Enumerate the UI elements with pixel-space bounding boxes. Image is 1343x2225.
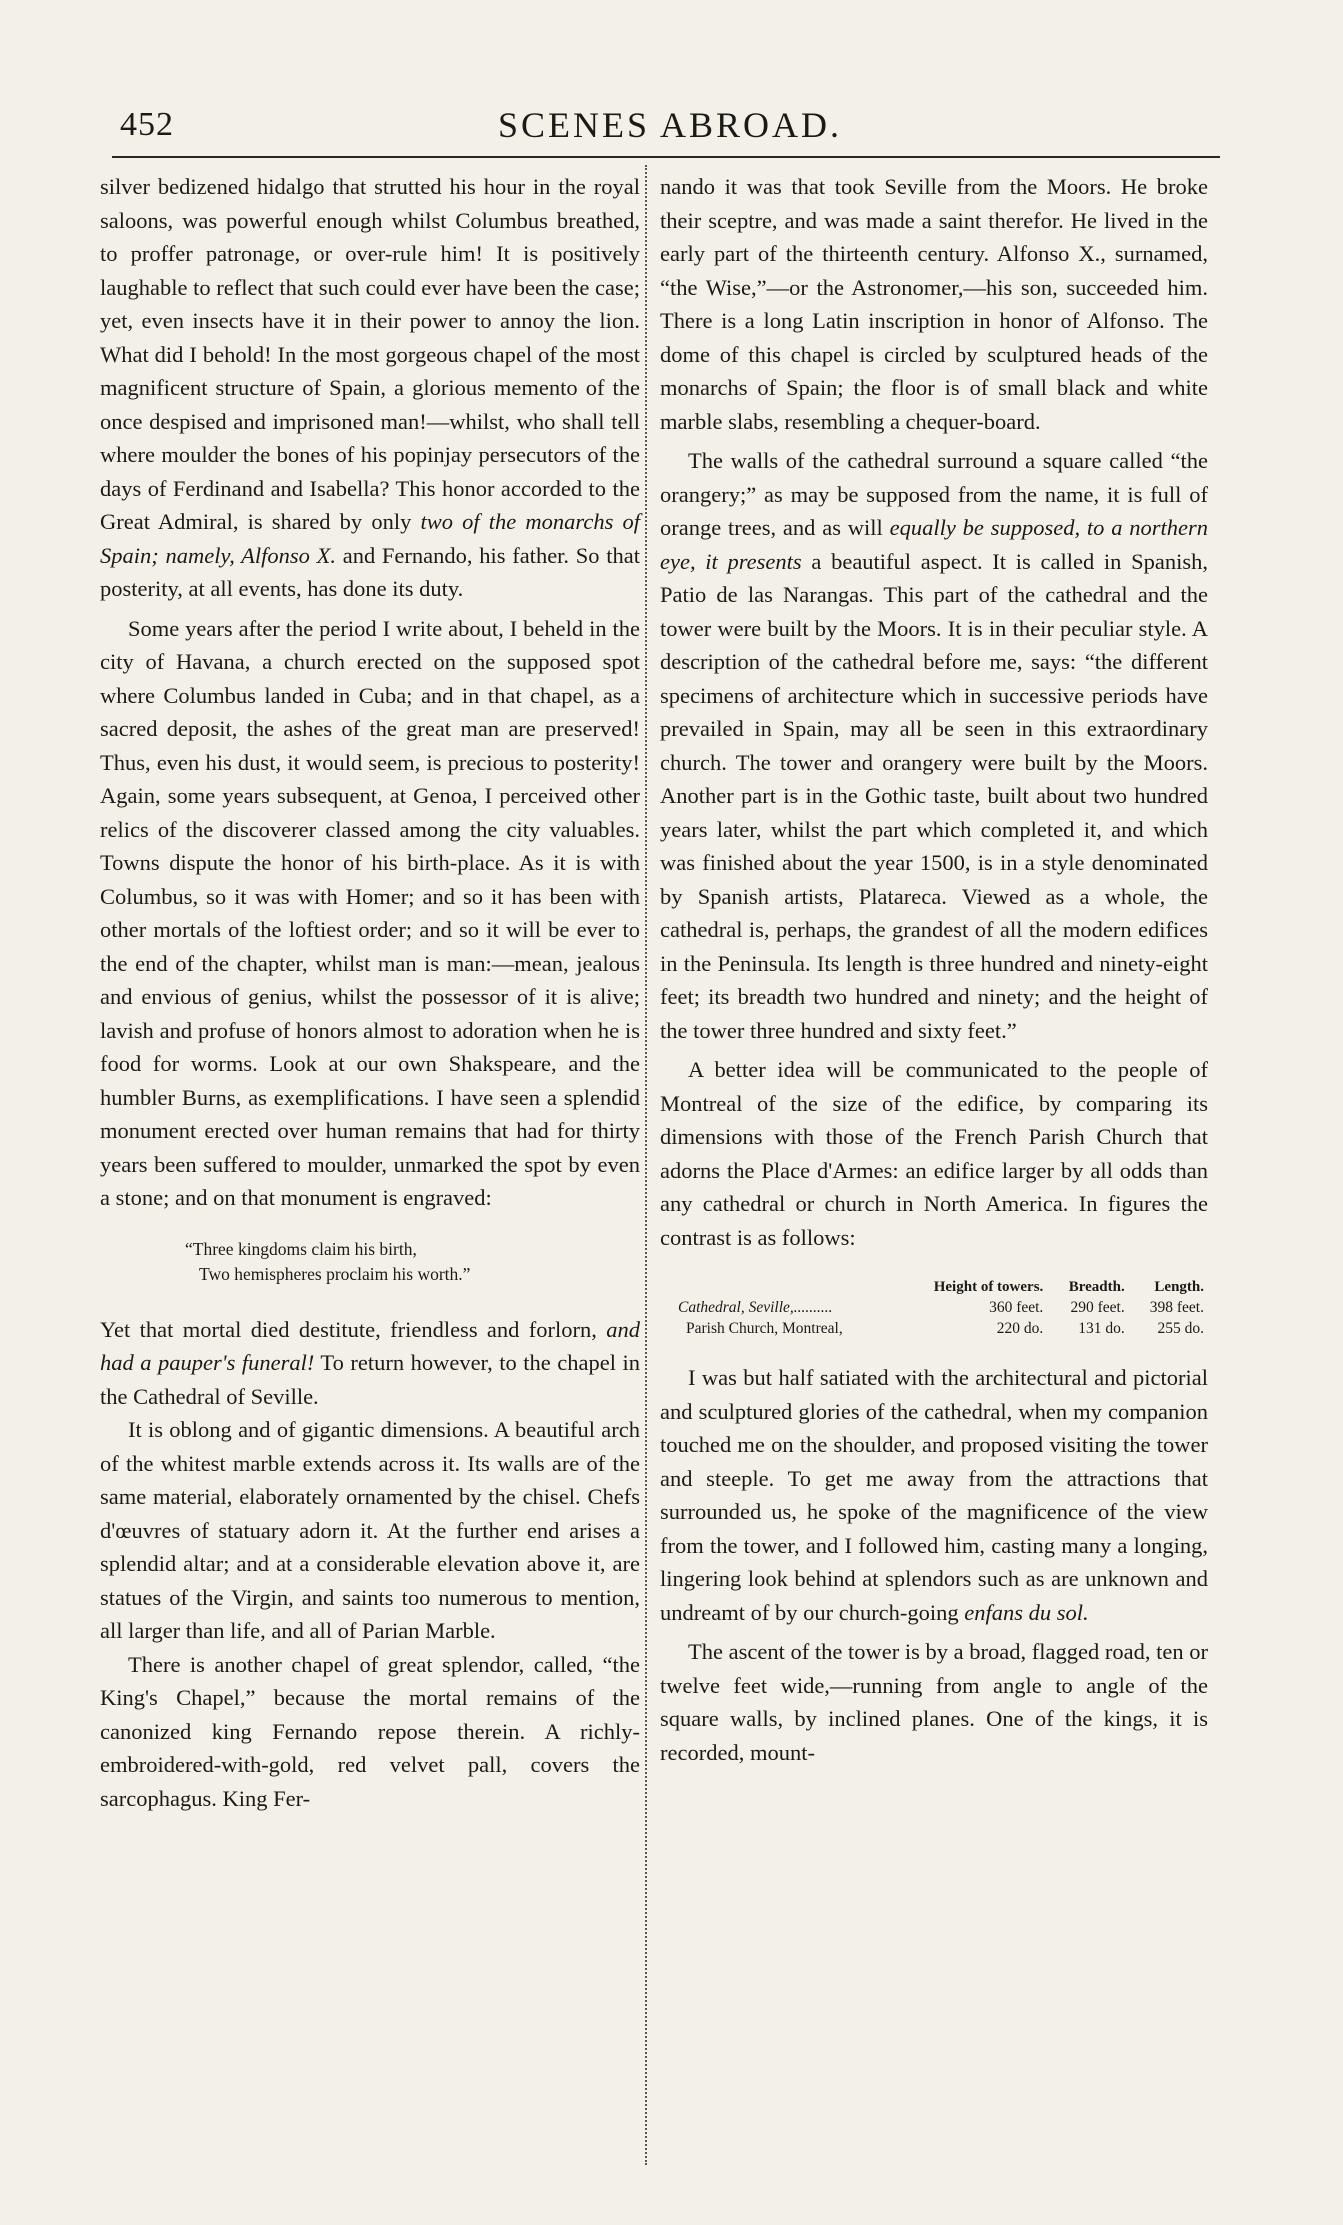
paragraph: There is another chapel of great splendor, called, “the King's Chapel,” because the mortal remains of the canonized king Fernando repose therein. A richly-embroidered-with-gold, red velvet pall, covers the sarcophagus. King Fer-	[100, 1651, 640, 1811]
verse-quote	[185, 1237, 640, 1287]
table-cell: 290 feet.	[1070, 1299, 1125, 1316]
table-header	[660, 1278, 898, 1297]
running-head: SCENES ABROAD.	[497, 105, 843, 145]
paragraph: Yet that mortal died destitute, friendless and forlorn, and had a pauper's funeral! To return however, to the chapel in the Cathedral of Seville.	[100, 1316, 640, 1409]
table-cell: Parish Church, Montreal,	[686, 1320, 843, 1337]
page-header	[110, 100, 1230, 150]
table-cell: Cathedral, Seville,..........	[678, 1299, 833, 1316]
table-header: Length.	[1154, 1279, 1204, 1295]
paragraph: It is oblong and of gigantic dimensions. A beautiful arch of the whitest marble extends across it. Its walls are of the same material, elaborately ornamented by the chisel. Chefs d'œuvres of statuary adorn it. At the further end arises a splendid altar; and at a considerable elevation above it, are statues of the Virgin, and saints too numerous to mention, all larger than life, and all of Parian Marble.	[100, 1417, 640, 1643]
paragraph: The ascent of the tower is by a broad, flagged road, ten or twelve feet wide,—running from angle to angle of the square walls, by inclined planes. One of the kings, it is recorded, mount-	[660, 1639, 1208, 1765]
table-cell: 131 do.	[1078, 1320, 1125, 1337]
right-column	[660, 170, 1208, 1769]
page-number: 452	[120, 106, 174, 143]
table-header: Breadth.	[1068, 1279, 1125, 1295]
table-header-row	[660, 1278, 1208, 1297]
table-cell: 360 feet.	[989, 1299, 1044, 1316]
verse-line: Two hemispheres proclaim his worth.”	[199, 1263, 471, 1284]
paragraph: A better idea will be communicated to the people of Montreal of the size of the edifice, by comparing its dimensions with those of the French Parish Church that adorns the Place d'Armes: an edifice larger by all odds than any cathedral or church in North America. In figures the contrast is as follows:	[660, 1057, 1208, 1250]
paragraph: nando it was that took Seville from the Moors. He broke their sceptre, and was made a saint therefor. He lived in the early part of the thirteenth century. Alfonso X., surnamed, “the Wise,”—or the Astronomer,—his son, succeeded him. There is a long Latin inscription in honor of Alfonso. The dome of this chapel is circled by sculptured heads of the monarchs of Spain; the floor is of small black and white marble slabs, resembling a chequer-board.	[660, 174, 1208, 434]
column-divider	[645, 165, 647, 2165]
paragraph: Some years after the period I write about, I beheld in the city of Havana, a church erected on the supposed spot where Columbus landed in Cuba; and in that chapel, as a sacred deposit, the ashes of the great man are preserved! Thus, even his dust, it would seem, is precious to posterity! Again, some years subsequent, at Genoa, I perceived other relics of the discoverer classed among the city valuables. Towns dispute the honor of his birth-place. As it is with Columbus, so it was with Homer; and so it has been with other mortals of the loftiest order; and so it will be ever to the end of the chapter, whilst man is man:—mean, jealous and envious of genius, whilst the possessor of it is alive; lavish and profuse of honors almost to adoration when he is food for worms. Look at our own Shakspeare, and the humbler Burns, as exemplifications. I have seen a splendid monument erected over human remains that had for thirty years been suffered to moulder, unmarked the spot by even a stone; and on that monument is engraved:	[100, 615, 640, 1210]
table-cell: 255 do.	[1157, 1320, 1204, 1337]
table-row	[660, 1297, 1208, 1318]
table-header: Height of towers.	[933, 1279, 1044, 1295]
left-column	[100, 170, 640, 1815]
paragraph: silver bedizened hidalgo that strutted his hour in the royal saloons, was powerful enough whilst Columbus breathed, to proffer patronage, or over-rule him! It is positively laughable to reflect that such could ever have been the case; yet, even insects have it in their power to annoy the lion. What did I behold! In the most gorgeous chapel of the most magnificent structure of Spain, a glorious memento of the once despised and imprisoned man!—whilst, who shall tell where moulder the bones of his popinjay persecutors of the days of Ferdinand and Isabella? This honor accorded to the Great Admiral, is shared by only two of the monarchs of Spain; namely, Alfonso X. and Fernando, his father. So that posterity, at all events, has done its duty.	[100, 174, 641, 601]
paragraph: I was but half satiated with the architectural and pictorial and sculptured glories of the cathedral, when my companion touched me on the shoulder, and proposed visiting the tower and steeple. To get me away from the attractions that surrounded us, he spoke of the magnificence of the view from the tower, and I followed him, casting many a longing, lingering look behind at splendors such as are unknown and undreamt of by our church-going enfans du sol.	[660, 1365, 1208, 1625]
table-cell: 220 do.	[996, 1320, 1044, 1337]
verse-line: “Three kingdoms claim his birth,	[185, 1238, 417, 1259]
table-cell: 398 feet.	[1149, 1299, 1204, 1316]
header-rule	[112, 156, 1220, 158]
table-row	[660, 1318, 1208, 1339]
paragraph: The walls of the cathedral surround a square called “the orangery;” as may be supposed from the name, it is full of orange trees, and as will equally be supposed, to a northern eye, it presents a beautiful aspect. It is called in Spanish, Patio de las Narangas. This part of the cathedral and the tower were built by the Moors. It is in their peculiar style. A description of the cathedral before me, says: “the different specimens of architecture which in successive periods have prevailed in Spain, may all be seen in this extraordinary church. The tower and orangery were built by the Moors. Another part is in the Gothic taste, built about two hundred years later, whilst the part which completed it, and which was finished about the year 1500, is in a style denominated by Spanish artists, Platareca. Viewed as a whole, the cathedral is, perhaps, the grandest of all the modern edifices in the Peninsula. Its length is three hundred and ninety-eight feet; its breadth two hundred and ninety; and the height of the tower three hundred and sixty feet.”	[660, 448, 1209, 1043]
dimensions-table	[660, 1278, 1208, 1339]
